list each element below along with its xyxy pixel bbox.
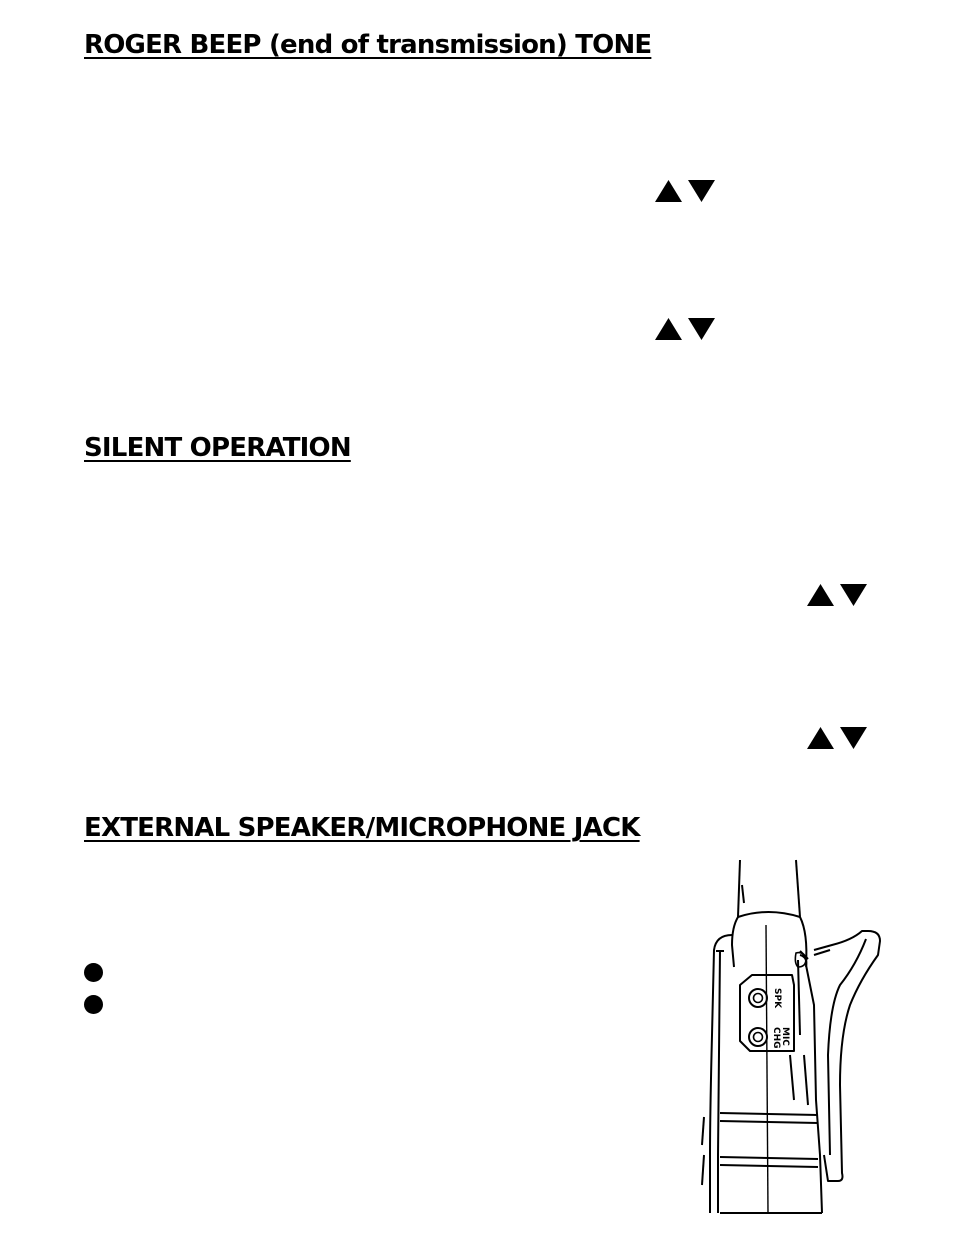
bullet-icon (84, 963, 103, 982)
mic-charge-jack-icon (749, 1028, 767, 1046)
bullet-icon (84, 995, 103, 1014)
up-triangle-icon (807, 727, 834, 749)
heading-external-jack: EXTERNAL SPEAKER/MICROPHONE JACK (84, 813, 640, 843)
heading-silent-operation: SILENT OPERATION (84, 433, 351, 463)
up-down-arrows (807, 727, 867, 749)
spk-label: SPK (772, 988, 782, 1009)
heading-roger-beep: ROGER BEEP (end of transmission) TONE (84, 30, 652, 60)
down-triangle-icon (840, 584, 867, 606)
mic-label: MIC (780, 1027, 790, 1046)
up-triangle-icon (655, 318, 682, 340)
up-triangle-icon (655, 180, 682, 202)
down-triangle-icon (840, 727, 867, 749)
radio-side-view-illustration (690, 855, 890, 1217)
radio-body-outline (702, 860, 880, 1213)
down-triangle-icon (688, 318, 715, 340)
chg-label: CHG (771, 1027, 781, 1049)
up-down-arrows (807, 584, 867, 606)
up-down-arrows (655, 180, 715, 202)
down-triangle-icon (688, 180, 715, 202)
speaker-jack-icon (749, 989, 767, 1007)
up-triangle-icon (807, 584, 834, 606)
up-down-arrows (655, 318, 715, 340)
